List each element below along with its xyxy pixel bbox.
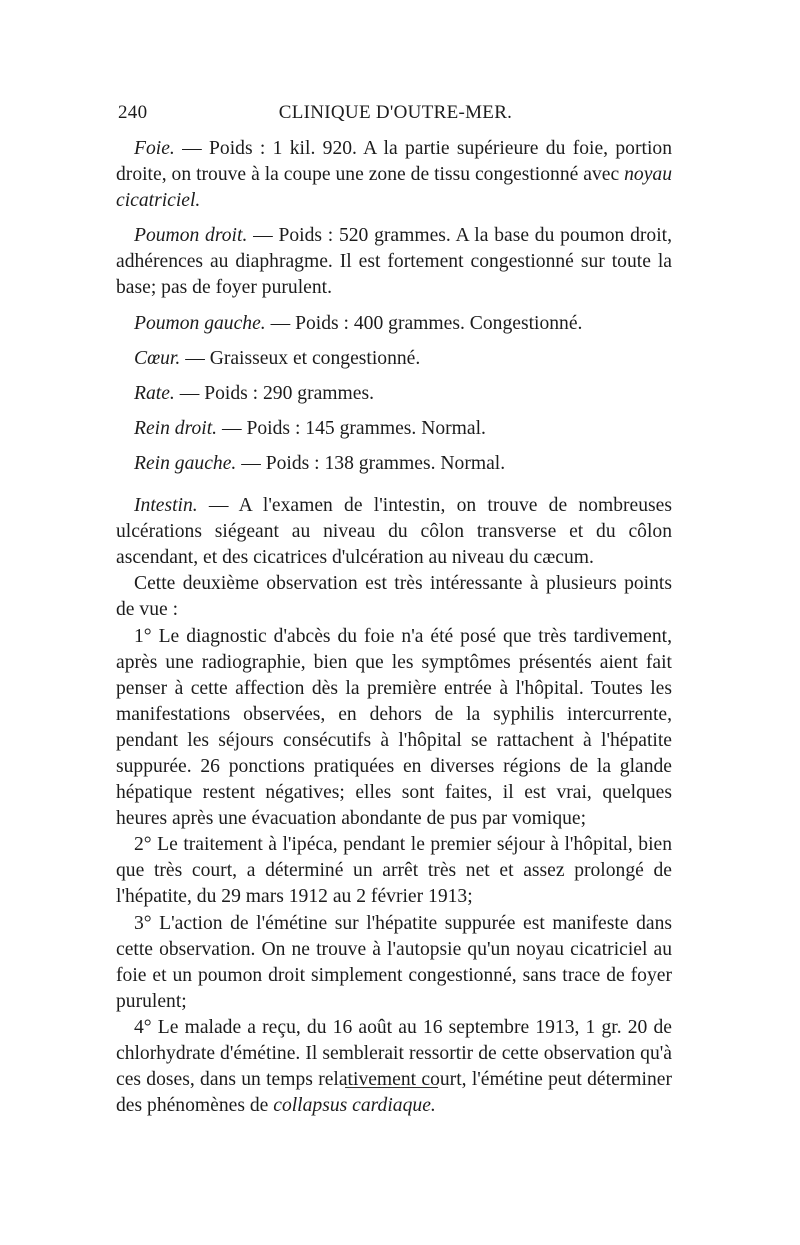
section-end-rule (345, 1087, 438, 1088)
entry-term: Poumon droit. (134, 225, 248, 247)
entry-text: — Poids : 520 grammes. A la base du poumon droit, adhérences au diaphragme. Il est fortement congestionné sur toute la base; pas de foyer purulent. (116, 225, 672, 299)
entry-term: Cœur. (134, 347, 181, 369)
entry-intestin (116, 493, 672, 571)
observation-intro: Cette deuxième observation est très intéressante à plusieurs points de vue : (116, 573, 672, 621)
entry-text: — Poids : 1 kil. 920. A la partie supérieure du foie, portion droite, on trouve à la coupe une zone de tissu congestionné avec (116, 138, 672, 186)
entry-term: Foie. (134, 138, 175, 159)
entry-text-italic: noyau cicatriciel. (116, 164, 672, 212)
entry-coeur (116, 346, 672, 372)
entry-text: — Poids : 138 grammes. Normal. (236, 452, 506, 474)
point-4-text: 4° Le malade a reçu, du 16 août au 16 septembre 1913, 1 gr. 20 de chlorhydrate d'émétine. Il semblerait ressortir de cette observation qu'à ces doses, dans un temps relativement court, l'émétine peut déterminer des phénomènes de (116, 1016, 672, 1117)
entry-term: Intestin. (134, 495, 198, 517)
entry-rein-droit (116, 416, 672, 442)
entry-text: — Graisseux et congestionné. (180, 347, 421, 369)
entry-poumon-gauche (116, 311, 672, 337)
entry-term: Poumon gauche. (134, 312, 266, 334)
observation-point-3: 3° L'action de l'émétine sur l'hépatite suppurée est manifeste dans cette observation. On ne trouve à l'autopsie qu'un noyau cicatriciel au foie et un poumon droit simplement congestionné, sans trace de foyer purulent; (116, 912, 672, 1012)
observation-point-1: 1° Le diagnostic d'abcès du foie n'a été posé que très tardivement, après une radiographie, bien que les symptômes présentés aient fait penser à cette affection dès la première entrée à l'hôpital. Toutes les manifestations observées, en dehors de la syphilis intercurrente, pendant les séjours consécutifs à l'hôpital se rattachent à l'hépatite suppurée. 26 ponctions pratiquées en diverses régions de la glande hépatique restent négatives; elles sont faites, il est vrai, quelques heures après une évacuation abondante de pus par vomique; (116, 625, 672, 830)
observation-point-2: 2° Le traitement à l'ipéca, pendant le premier séjour à l'hôpital, bien que très court, a déterminé un arrêt très net et assez prolongé de l'hépatite, du 29 mars 1912 au 2 février 1913; (116, 834, 672, 908)
entry-term: Rate. (134, 382, 175, 404)
page-number: 240 (118, 102, 148, 123)
running-title: CLINIQUE D'OUTRE-MER. (278, 102, 513, 123)
entry-text: — Poids : 290 grammes. (174, 382, 375, 404)
point-4-italic: collapsus cardiaque. (273, 1095, 436, 1117)
entry-term: Rein gauche. (134, 452, 237, 474)
entry-text: — Poids : 400 grammes. Congestionné. (265, 312, 583, 334)
entry-text: — Poids : 145 grammes. Normal. (217, 417, 486, 439)
entry-foie (116, 136, 672, 214)
body-text (116, 136, 672, 1119)
entry-rein-gauche (116, 451, 672, 477)
observation-point-4 (116, 1015, 672, 1119)
entry-text: — A l'examen de l'intestin, on trouve de nombreuses ulcérations siégeant au niveau du côlon transverse et du côlon ascendant, et des cicatrices d'ulcération au niveau du cæcum. (116, 495, 672, 569)
entry-poumon-droit (116, 223, 672, 301)
entry-term: Rein droit. (134, 417, 218, 439)
entry-rate (116, 381, 672, 407)
page-header (118, 102, 673, 128)
